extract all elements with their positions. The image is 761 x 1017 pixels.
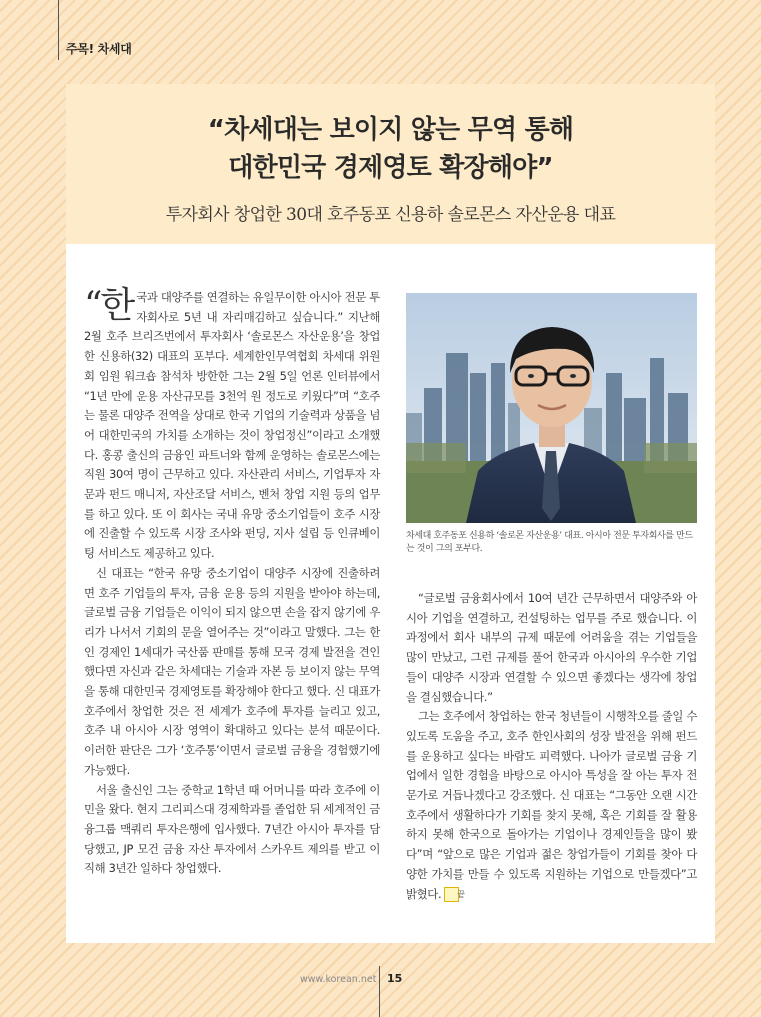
dropcap: “한	[84, 285, 134, 326]
footer-divider	[379, 966, 380, 1017]
footer-url: www.korean.net	[300, 974, 377, 985]
headline-line-2: 대한민국 경제영토 확장해야”	[228, 153, 553, 183]
article-left-column	[84, 285, 380, 879]
paragraph-1	[84, 285, 380, 564]
headline	[66, 111, 715, 187]
paragraph-1-text: 국과 대양주를 연결하는 유일무이한 아시아 전문 투자회사로 5년 내 자리매김하고 싶습니다.” 지난해 2월 호주 브리즈번에서 투자회사 ‘솔로몬스 자산운용’을 창업한 신용하(32) 대표의 포부다. 세계한인무역협회 차세대 위원회 임원 워크숍 참석차 방한한 그는 2월 5일 언론 인터뷰에서 “1년 만에 운용 자산규모를 3천억 원 정도로 키웠다”며 “호주는 물론 대양주 전역을 상대로 한국 기업의 기술력과 상품을 넘어 대한민국의 가치를 소개하는 것이 창업정신”이라고 소개했다. 홍콩 출신의 금융인 파트너와 함께 운영하는 솔로몬스에는 직원 30여 명이 근무하고 있다. 자산관리 서비스, 기업투자 자문과 펀드 매니저, 자산조달 서비스, 벤처 창업 지원 등의 업무를 하고 있다. 또 이 회사는 국내 유망 중소기업들이 호주 시장에 진출할 수 있도록 시장 조사와 펀딩, 지사 설립 등 인큐베이팅 서비스도 제공하고 있다.	[84, 290, 380, 561]
paragraph-3: 서울 출신인 그는 중학교 1학년 때 어머니를 따라 호주에 이민을 왔다. 현지 그리피스대 경제학과를 졸업한 뒤 세계적인 금융그룹 맥쿼리 투자은행에 입사했다. 7년간 아시아 투자를 담당했고, JP 모건 금융 자산 투자에서 스카우트 제의를 받고 이직해 3년간 일하다 창업했다.	[84, 782, 380, 876]
subheadline: 투자회사 창업한 30대 호주동포 신용하 솔로몬스 자산운용 대표	[165, 205, 616, 225]
end-mark-icon: 끝	[444, 887, 459, 902]
portrait-illustration	[406, 293, 697, 523]
headline-line-1: “차세대는 보이지 않는 무역 통해	[207, 115, 574, 145]
paragraph-5-text: 그는 호주에서 창업하는 한국 청년들이 시행착오를 줄일 수 있도록 도움을 주고, 호주 한인사회의 성장 발전을 위해 펀드를 운용하고 싶다는 바람도 피력했다. 나아가 글로벌 금융 기업에서 일한 경험을 바탕으로 아시아 특성을 잘 아는 투자 전문가로 거듭나겠다고 강조했다. 신 대표는 “그동안 오랜 시간 호주에서 생활하다가 기회를 찾지 못해, 혹은 기회를 잘 활용하지 못해 한국으로 돌아가는 기업이나 경제인들을 많이 봤다”며 “앞으로 많은 기업과 젊은 창업가들이 기회를 찾아 다양한 가치를 만들 수 있도록 지원하는 기업으로 만들겠다”고 밝혔다.	[406, 709, 697, 901]
paragraph-5	[406, 707, 697, 904]
paragraph-2: 신 대표는 “한국 유망 중소기업이 대양주 시장에 진출하려면 호주 기업들의 투자, 금융 운용 등의 지원을 받아야 하는데, 글로벌 금융 기업들은 이익이 되지 않으면 손을 잡지 않기에 우리가 나서서 기회의 문을 열어주는 것”이라고 말했다. 그는 한인 경제인 1세대가 국산품 판매를 통해 모국 경제 발전을 견인했다면 자신과 같은 차세대는 기술과 자본 등 보이지 않는 무역을 통해 대한민국 경제영토를 확장해야 한다고 했다. 신 대표가 호주에서 창업한 것은 전 세계가 호주에 투자를 늘리고 있고, 호주 내 아시아 시장 영역이 확대하고 있다는 분석 때문이다. 이러한 판단은 그가 ‘호주통’이면서 글로벌 금융을 경험했기에 가능했다.	[84, 565, 380, 777]
paragraph-4: “글로벌 금융회사에서 10여 년간 근무하면서 대양주와 아시아 기업을 연결하고, 컨설팅하는 업무를 주로 했습니다. 이 과정에서 회사 내부의 규제 때문에 어려움을 겪는 기업들을 많이 만났고, 그런 규제를 풀어 한국과 아시아의 우수한 기업들이 대양주 시장과 연결할 수 있으면 좋겠다는 생각에 창업을 결심했습니다.”	[406, 591, 697, 704]
section-label: 주목! 차세대	[66, 42, 132, 56]
photo-caption: 차세대 호주동포 신용하 ‘솔로몬 자산운용’ 대표. 아시아 전문 투자회사를 만드는 것이 그의 포부다.	[406, 531, 693, 554]
portrait-photo	[406, 293, 697, 523]
page-number: 15	[387, 972, 403, 985]
top-margin-rule	[58, 0, 59, 60]
article-right-column	[406, 589, 697, 904]
